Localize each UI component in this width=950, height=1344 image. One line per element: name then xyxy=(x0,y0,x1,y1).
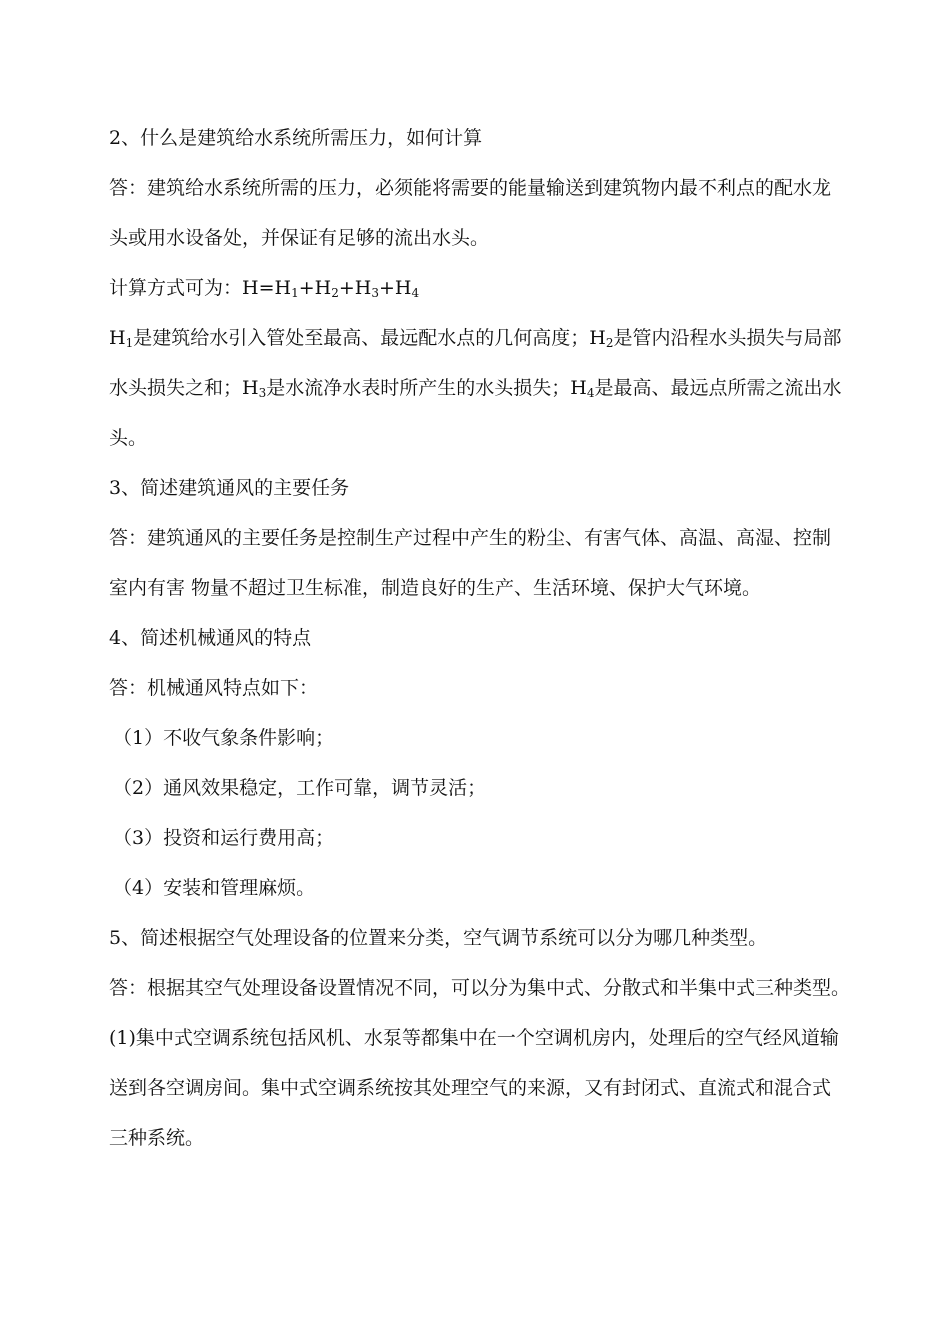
h3-text: 是水流净水表时所产生的水头损失； xyxy=(266,377,571,399)
definition-line-2 xyxy=(109,376,841,400)
answer-5-line-3: 送到各空调房间。集中式空调系统按其处理空气的来源，又有封闭式、直流式和混合式 xyxy=(109,1077,832,1099)
h1-text: 是建筑给水引入管处至最高、最远配水点的几何高度； xyxy=(133,327,590,349)
answer-5-line-4: 三种系统。 xyxy=(109,1127,205,1149)
question-2-heading: 2、什么是建筑给水系统所需压力，如何计算 xyxy=(109,127,483,149)
answer-3-line-1: 答：建筑通风的主要任务是控制生产过程中产生的粉尘、有害气体、高温、高湿、控制 xyxy=(109,527,832,549)
list-item-1: （1）不收气象条件影响； xyxy=(113,727,335,749)
formula-sub-2: 2 xyxy=(331,286,339,300)
answer-3-line-2: 室内有害 物量不超过卫生标准，制造良好的生产、生活环境、保护大气环境。 xyxy=(109,577,762,599)
h3-var: H xyxy=(242,377,259,399)
answer-4-intro: 答：机械通风特点如下： xyxy=(109,677,319,699)
h2-text: 是管内沿程水头损失与局部 xyxy=(613,327,842,349)
question-3-heading: 3、简述建筑通风的主要任务 xyxy=(109,477,350,499)
formula-plus-h3: +H xyxy=(338,277,372,299)
definition-line-1 xyxy=(109,326,841,350)
h3-sub: 3 xyxy=(258,386,267,400)
list-item-3: （3）投资和运行费用高； xyxy=(113,827,335,849)
formula-label: 计算方式可为： xyxy=(109,277,243,299)
question-4-heading: 4、简述机械通风的特点 xyxy=(109,627,312,649)
h2-var: H xyxy=(589,327,606,349)
formula-plus-h2: +H xyxy=(298,277,332,299)
h1-sub: 1 xyxy=(125,336,134,350)
formula-h: H=H xyxy=(242,277,292,299)
question-5-heading: 5、简述根据空气处理设备的位置来分类，空气调节系统可以分为哪几种类型。 xyxy=(109,927,768,949)
list-item-2: （2）通风效果稳定，工作可靠，调节灵活； xyxy=(113,777,487,799)
answer-5-line-1: 答：根据其空气处理设备设置情况不同，可以分为集中式、分散式和半集中式三种类型。 xyxy=(109,977,851,999)
formula-plus-h4: +H xyxy=(379,277,412,299)
answer-5-line-2: (1)集中式空调系统包括风机、水泵等都集中在一个空调机房内，处理后的空气经风道输 xyxy=(109,1027,839,1049)
h1-var: H xyxy=(109,327,126,349)
list-item-4: （4）安装和管理麻烦。 xyxy=(113,877,316,899)
h4-var: H xyxy=(570,377,587,399)
answer-2-line-1: 答：建筑给水系统所需的压力，必须能将需要的能量输送到建筑物内最不利点的配水龙 xyxy=(109,177,832,199)
formula-sub-4: 4 xyxy=(411,286,420,300)
definition-line-2-start: 水头损失之和； xyxy=(109,377,243,399)
formula-sub-3: 3 xyxy=(371,286,379,300)
h2-sub: 2 xyxy=(605,336,614,350)
formula-sub-1: 1 xyxy=(291,286,299,300)
h4-text: 是最高、最远点所需之流出水 xyxy=(594,377,842,399)
definition-line-3: 头。 xyxy=(109,427,148,449)
h4-sub: 4 xyxy=(586,386,595,400)
formula-line xyxy=(109,276,419,300)
answer-2-line-2: 头或用水设备处，并保证有足够的流出水头。 xyxy=(109,227,490,249)
